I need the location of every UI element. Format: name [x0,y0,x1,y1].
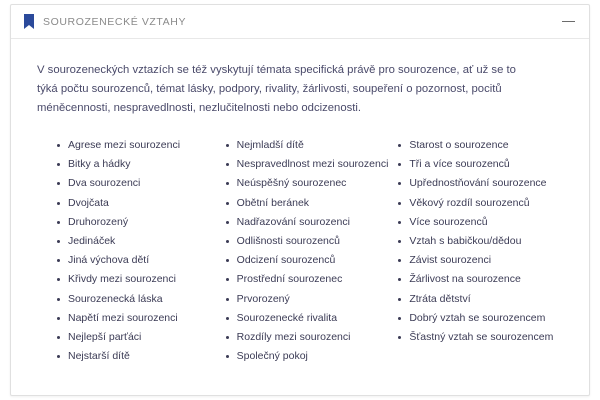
topic-columns [37,136,563,366]
list-item[interactable]: Odlišnosti sourozenců [224,232,391,251]
list-item[interactable]: Šťastný vztah se sourozencem [396,328,563,347]
list-item[interactable]: Dobrý vztah se sourozencem [396,309,563,328]
topic-list-2 [224,136,391,366]
list-item[interactable]: Odcizení sourozenců [224,251,391,270]
list-item[interactable]: Jiná výchova dětí [55,251,222,270]
topic-list-3 [396,136,563,347]
list-item[interactable]: Nadřazování sourozenci [224,213,391,232]
topic-column-2 [222,136,391,366]
list-item[interactable]: Dva sourozenci [55,174,222,193]
list-item[interactable]: Neúspěšný sourozenec [224,174,391,193]
list-item[interactable]: Sourozenecké rivalita [224,309,391,328]
list-item[interactable]: Upřednostňování sourozence [396,174,563,193]
list-item[interactable]: Sourozenecká láska [55,290,222,309]
sibling-relationships-card [10,4,590,396]
list-item[interactable]: Žárlivost na sourozence [396,270,563,289]
list-item[interactable]: Druhorozený [55,213,222,232]
list-item[interactable]: Prvorozený [224,290,391,309]
card-body [11,39,589,376]
list-item[interactable]: Nejmladší dítě [224,136,391,155]
intro-paragraph: V sourozeneckých vztazích se též vyskytují témata specifická právě pro sourozence, ať už se to týká počtu sourozenců, témat lásky, podpory, rivality, žárlivosti, soupeření o pozornost, pocitů méněcennosti, nespravedlnosti, nezlučitelnosti nebo odcizenosti. [37,64,516,114]
list-item[interactable]: Věkový rozdíl sourozenců [396,194,563,213]
list-item[interactable]: Společný pokoj [224,347,391,366]
list-item[interactable]: Nejstarší dítě [55,347,222,366]
topic-list-1 [55,136,222,366]
list-item[interactable]: Ztráta dětství [396,290,563,309]
topic-column-1 [37,136,222,366]
list-item[interactable]: Starost o sourozence [396,136,563,155]
list-item[interactable]: Nejlepší parťáci [55,328,222,347]
list-item[interactable]: Obětní beránek [224,194,391,213]
list-item[interactable]: Prostřední sourozenec [224,270,391,289]
list-item[interactable]: Napětí mezi sourozenci [55,309,222,328]
collapse-button[interactable] [559,13,577,31]
list-item[interactable]: Tři a více sourozenců [396,155,563,174]
list-item[interactable]: Rozdíly mezi sourozenci [224,328,391,347]
minus-icon [562,21,575,23]
list-item[interactable]: Nespravedlnost mezi sourozenci [224,155,391,174]
list-item[interactable]: Více sourozenců [396,213,563,232]
list-item[interactable]: Agrese mezi sourozenci [55,136,222,155]
list-item[interactable]: Dvojčata [55,194,222,213]
list-item[interactable]: Vztah s babičkou/dědou [396,232,563,251]
list-item[interactable]: Závist sourozenci [396,251,563,270]
card-header [11,5,589,39]
card-title: SOUROZENECKÉ VZTAHY [43,15,187,28]
list-item[interactable]: Křivdy mezi sourozenci [55,270,222,289]
list-item[interactable]: Jedináček [55,232,222,251]
topic-column-3 [390,136,563,366]
bookmark-icon [23,14,35,30]
list-item[interactable]: Bitky a hádky [55,155,222,174]
